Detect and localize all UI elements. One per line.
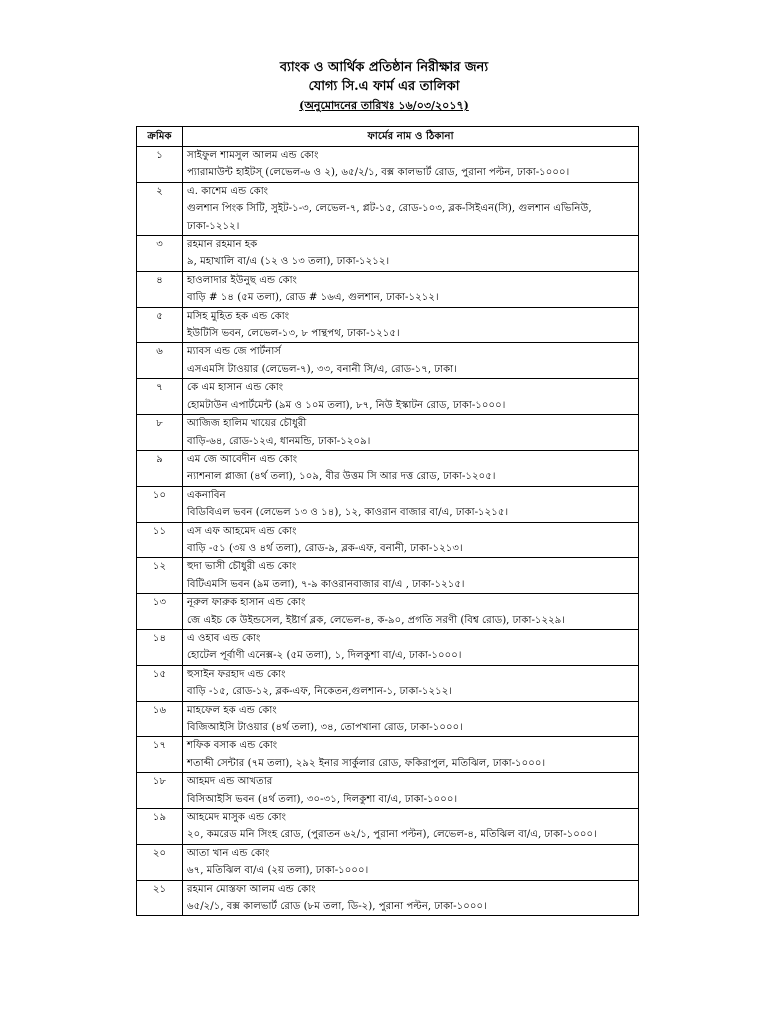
firm-address: হোমটাউন এপার্টমেন্ট (৯ম ও ১০ম তলা), ৮৭, নিউ ইস্কাটন রোড, ঢাকা-১০০০। xyxy=(187,399,506,411)
table-row xyxy=(137,665,639,701)
row-firm-cell xyxy=(183,880,639,916)
firm-name: আজিজ হালিম খায়ের চৌধুরী xyxy=(187,418,307,430)
table-row xyxy=(137,558,639,594)
row-serial: ১২ xyxy=(137,558,183,594)
firm-name: মাহফেল হক এন্ড কোং xyxy=(187,704,277,716)
row-serial: ১৭ xyxy=(137,737,183,773)
row-firm-cell xyxy=(183,343,639,379)
firm-name: ম্যাবস এন্ড জে পার্টনার্স xyxy=(187,346,281,358)
table-row xyxy=(137,880,639,916)
firm-name: এম জে আবেদীন এন্ড কোং xyxy=(187,453,298,465)
row-firm-cell xyxy=(183,307,639,343)
firm-name: মসিহ মুহিত হক এন্ড কোং xyxy=(187,310,290,322)
firm-name: এ ওহাব এন্ড কোং xyxy=(187,632,261,644)
firm-name: হাওলাদার ইউনুছ এন্ড কোং xyxy=(187,274,297,286)
table-row xyxy=(137,271,639,307)
column-header-firm: ফার্মের নাম ও ঠিকানা xyxy=(183,127,639,147)
firm-address: শতাব্দী সেন্টার (৭ম তলা), ২৯২ ইনার সার্কুলার রোড, ফকিরাপুল, মতিঝিল, ঢাকা-১০০০। xyxy=(187,757,546,769)
row-firm-cell xyxy=(183,594,639,630)
row-serial: ১৬ xyxy=(137,701,183,737)
table-row xyxy=(137,809,639,845)
firm-address: বিডিবিএল ভবন (লেভেল ১৩ ও ১৪), ১২, কাওরান বাজার বা/এ, ঢাকা-১২১৫। xyxy=(187,507,509,519)
firm-name: আতা খান এন্ড কোং xyxy=(187,847,270,859)
row-serial: ১০ xyxy=(137,486,183,522)
firm-address: বাড়ি -৫১ (৩য় ও ৪র্থ তলা), রোড-৯, ব্লক-এফ, বনানী, ঢাকা-১২১৩। xyxy=(187,542,463,554)
row-serial: ৭ xyxy=(137,379,183,415)
row-serial: ৪ xyxy=(137,271,183,307)
row-serial: ৯ xyxy=(137,450,183,486)
firm-address: ন্যাশনাল প্লাজা (৪র্থ তলা), ১০৯, বীর উত্তম সি আর দত্ত রোড, ঢাকা-১২০৫। xyxy=(187,471,496,483)
firm-name: আহমেদ মাসুক এন্ড কোং xyxy=(187,812,287,824)
row-firm-cell xyxy=(183,844,639,880)
row-serial: ৩ xyxy=(137,236,183,272)
row-serial: ২১ xyxy=(137,880,183,916)
table-row xyxy=(137,182,639,235)
approval-date xyxy=(0,96,768,115)
row-serial: ১৩ xyxy=(137,594,183,630)
firm-address: বিটিএমসি ভবন (৯ম তলা), ৭-৯ কাওরানবাজার বা/এ , ঢাকা-১২১৫। xyxy=(187,578,465,590)
firm-address: ৬৭, মতিঝিল বা/এ (২য় তলা), ঢাকা-১০০০। xyxy=(187,865,369,877)
row-firm-cell xyxy=(183,450,639,486)
row-firm-cell xyxy=(183,415,639,451)
firm-address: বাড়ি -১৫, রোড-১২, ব্লক-এফ, নিকেতন,গুলশান-১, ঢাকা-১২১২। xyxy=(187,686,453,698)
firm-address: গুলশান পিংক সিটি, সুইট-১-৩, লেভেল-৭, প্লট-১৫, রোড-১০৩, ব্লক-সিইএন(সি), গুলশান এভিনিউ, ঢাকা-১২১২। xyxy=(187,203,592,232)
title-line-2: যোগ্য সি.এ ফার্ম এর তালিকা xyxy=(308,79,460,94)
row-serial: ১৫ xyxy=(137,665,183,701)
row-firm-cell xyxy=(183,737,639,773)
table-row xyxy=(137,236,639,272)
firm-address: প্যারামাউন্ট হাইটস্ (লেভেল-৬ ও ২), ৬৫/২/১, বক্স কালভার্ট রোড, পুরানা পল্টন, ঢাকা-১০০০। xyxy=(187,167,570,179)
firm-list-table xyxy=(136,126,639,916)
firm-name: একনাবিন xyxy=(187,489,226,501)
table-body xyxy=(137,147,639,916)
row-firm-cell xyxy=(183,379,639,415)
table-row xyxy=(137,629,639,665)
firm-address: ৬৫/২/১, বক্স কালভার্ট রোড (৮ম তলা, ডি-২), পুরানা পল্টন, ঢাকা-১০০০। xyxy=(187,901,487,913)
firm-address: ইউটিসি ভবন, লেভেল-১৩, ৮ পান্থপথ, ঢাকা-১২১৫। xyxy=(187,328,400,340)
firm-name: এ. কাশেম এন্ড কোং xyxy=(187,185,269,197)
table-row xyxy=(137,522,639,558)
table-row xyxy=(137,379,639,415)
firm-name: এস এফ আহমেদ এন্ড কোং xyxy=(187,525,297,537)
table-row xyxy=(137,486,639,522)
firm-address: জে এইচ কে উইন্ডসেল, ইষ্টার্ণ ব্লক, লেভেল-৪, ক-৯০, প্রগতি সরণী (বিশ্ব রোড), ঢাকা-১২২৯। xyxy=(187,614,566,626)
table-row xyxy=(137,594,639,630)
row-serial: ১৮ xyxy=(137,773,183,809)
row-firm-cell xyxy=(183,701,639,737)
firm-address: ২০, কমরেড মনি সিংহ রোড, (পুরাতন ৬২/১, পুরানা পল্টন), লেভেল-৪, মতিঝিল বা/এ, ঢাকা-১০০০। xyxy=(187,829,597,841)
approval-date-text: (অনুমোদনের তারিখঃ ১৬/০৩/২০১৭) xyxy=(299,99,469,112)
firm-address: বিজিআইসি টাওয়ার (৪র্থ তলা), ৩৪, তোপখানা রোড, ঢাকা-১০০০। xyxy=(187,722,463,733)
row-serial: ৮ xyxy=(137,415,183,451)
row-firm-cell xyxy=(183,558,639,594)
row-serial: ৫ xyxy=(137,307,183,343)
table-row xyxy=(137,844,639,880)
firm-name: নূরুল ফারুক হাসান এন্ড কোং xyxy=(187,597,306,609)
firm-address: বিসিআইসি ভবন (৪র্থ তলা), ৩০-৩১, দিলকুশা বা/এ, ঢাকা-১০০০। xyxy=(187,793,458,805)
firm-name: হুসাইন ফরহাদ এন্ড কোং xyxy=(187,668,286,680)
row-firm-cell xyxy=(183,236,639,272)
firm-name: হুদা ভাসী চৌধুরী এন্ড কোং xyxy=(187,561,297,573)
firm-address: এসএমসি টাওয়ার (লেভেল-৭), ৩৩, বনানী সি/এ, রোড-১৭, ঢাকা। xyxy=(187,363,457,375)
row-firm-cell xyxy=(183,147,639,183)
row-firm-cell xyxy=(183,486,639,522)
table-row xyxy=(137,701,639,737)
table-header-row xyxy=(137,127,639,147)
row-serial: ৬ xyxy=(137,343,183,379)
row-firm-cell xyxy=(183,809,639,845)
row-serial: ১৪ xyxy=(137,629,183,665)
column-header-serial: ক্রমিক xyxy=(137,127,183,147)
row-serial: ২০ xyxy=(137,844,183,880)
row-firm-cell xyxy=(183,271,639,307)
row-serial: ২ xyxy=(137,182,183,235)
row-firm-cell xyxy=(183,665,639,701)
document-header xyxy=(0,58,768,115)
row-serial: ১১ xyxy=(137,522,183,558)
table-row xyxy=(137,737,639,773)
firm-name: আহমদ এন্ড আখতার xyxy=(187,776,273,788)
firm-address: বাড়ি # ১৪ (৫ম তলা), রোড # ১৬এ, গুলশান, ঢাকা-১২১২। xyxy=(187,292,439,304)
row-firm-cell xyxy=(183,182,639,235)
firm-address: হোটেল পূর্বাণী এনেক্স-২ (৫ম তলা), ১, দিলকুশা বা/এ, ঢাকা-১০০০। xyxy=(187,650,462,662)
row-firm-cell xyxy=(183,522,639,558)
row-serial: ১ xyxy=(137,147,183,183)
row-firm-cell xyxy=(183,629,639,665)
table-row xyxy=(137,773,639,809)
firm-name: রহমান রহমান হক xyxy=(187,239,258,251)
firm-name: রহমান মোস্তফা আলম এন্ড কোং xyxy=(187,883,316,895)
firm-address: ৯, মহাখালি বা/এ (১২ ও ১৩ তলা), ঢাকা-১২১২। xyxy=(187,256,390,268)
table-row xyxy=(137,415,639,451)
firm-name: শফিক বসাক এন্ড কোং xyxy=(187,740,278,752)
firm-name: কে এম হাসান এন্ড কোং xyxy=(187,382,284,394)
table-row xyxy=(137,307,639,343)
table-row xyxy=(137,450,639,486)
row-firm-cell xyxy=(183,773,639,809)
firm-address: বাড়ি-৬৪, রোড-১২এ, ধানমন্ডি, ঢাকা-১২০৯। xyxy=(187,435,371,447)
table-row xyxy=(137,343,639,379)
title-line-1: ব্যাংক ও আর্থিক প্রতিষ্ঠান নিরীক্ষার জন্য xyxy=(279,60,489,75)
firm-name: সাইফুল শামসুল আলম এন্ড কোং xyxy=(187,150,319,161)
table-row xyxy=(137,147,639,183)
row-serial: ১৯ xyxy=(137,809,183,845)
